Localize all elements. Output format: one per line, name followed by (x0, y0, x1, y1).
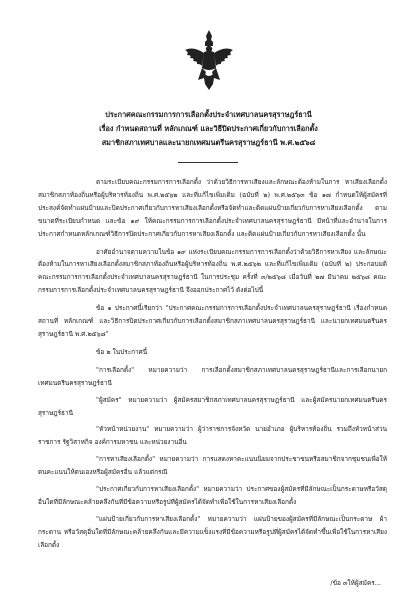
clause-2: ข้อ ๒ ในประกาศนี้ (96, 347, 148, 356)
next-page-marker: /ข้อ ๓ให้ผู้สมัคร... (330, 579, 381, 587)
definition-agency-head: "หัวหน้าหน่วยงาน" หมายความว่า ผู้ว่าราชการจังหวัด นายอำเภอ ผู้บริหารท้องถิ่น รวมถึงหัวหน้าส่วนราชการ รัฐวิสาหกิจ องค์การมหาชน และหน่วยงานอื่น (38, 425, 387, 447)
title-line-1: ประกาศคณะกรรมการการเลือกตั้งประจำเทศบาลนครสุราษฎร์ธานี (105, 110, 312, 119)
definition-campaign-sign: "แผ่นป้ายเกี่ยวกับการหาเสียงเลือกตั้ง" หมายความว่า แผ่นป้ายของผู้สมัครที่มีลักษณะเป็นกระดาษ ผ้า กระดาน หรือวัสดุอื่นใดที่มีลักษณะคล้ายคลึงกันและมีความแข็งแรงที่มีข้อความหรือรูปที่ผู้สมัครได้จัดทำขึ้นเพื่อใช้ในการหาเสียงเลือกตั้ง (38, 514, 387, 549)
title-line-2: เรื่อง กำหนดสถานที่ หลักเกณฑ์ และวิธีปิดประกาศเกี่ยวกับการเลือกตั้ง (99, 124, 318, 133)
title-line-3: สมาชิกสภาเทศบาลและนายกเทศมนตรีนครสุราษฎร์ธานี พ.ศ.๒๕๖๘ (101, 138, 316, 147)
document-title (40, 108, 377, 150)
paragraph-preamble: ตามระเบียบคณะกรรมการการเลือกตั้ง ว่าด้วยวิธีการหาเสียงและลักษณะต้องห้ามในการ หาเสียงเลือกตั้งสมาชิกสภาท้องถิ่นหรือผู้บริหารท้องถิ่น พ.ศ.๒๕๖๒ และที่แก้ไขเพิ่มเติม (ฉบับที่ ๒) พ.ศ.๒๕๖๓ ข้อ ๑๗ กำหนดให้ผู้สมัครที่ประสงค์จัดทำแผ่นป้ายและปิดประกาศเกี่ยวกับการหาเสียงเลือกตั้งหรือจัดทำและติดแผ่นป้ายเกี่ยวกับการหาเสียงเลือกตั้ง ตามขนาดที่ระเบียบกำหนด และข้อ ๑๙ ให้คณะกรรมการการเลือกตั้งประจำเทศบาลนครสุราษฎร์ธานี มีหน้าที่และอำนาจในการประกาศกำหนดหลักเกณฑ์วิธีการปิดประกาศเกี่ยวกับการหาเสียงเลือกตั้ง และติดแผ่นป้ายเกี่ยวกับการหาเสียงเลือกตั้ง นั้น (38, 178, 387, 238)
definition-candidate: "ผู้สมัคร" หมายความว่า ผู้สมัครสมาชิกสภาเทศบาลนครสุราษฎร์ธานี และผู้สมัครนายกเทศมนตรีนครสุราษฎร์ธานี (38, 395, 387, 417)
title-divider (178, 162, 238, 163)
garuda-emblem-icon (183, 28, 235, 94)
document-body (38, 176, 387, 556)
paragraph-authority: อาศัยอำนาจตามความในข้อ ๑๙ แห่งระเบียบคณะกรรมการการเลือกตั้งว่าด้วยวิธีการหาเสียง และลักษณะต้องห้ามในการหาเสียงเลือกตั้งสมาชิกสภาท้องถิ่นหรือผู้บริหารท้องถิ่น พ.ศ.๒๕๖๒ และที่แก้ไขเพิ่มเติม (ฉบับที่ ๒) ประกอบมติคณะกรรมการการเลือกตั้งประจำเทศบาลนครสุราษฎร์ธานี ในการประชุม ครั้งที่ ๓/๒๕๖๘ เมื่อวันที่ ๒๗ มีนาคม ๒๕๖๘ คณะกรรมการการเลือกตั้งประจำเทศบาลนครสุราษฎร์ธานี จึงออกประกาศไว้ ดังต่อไปนี้ (38, 247, 387, 295)
definition-election: "การเลือกตั้ง" หมายความว่า การเลือกตั้งสมาชิกสภาเทศบาลนครสุราษฎร์ธานีและการเลือกนายกเทศมนตรีนครสุราษฎร์ธานี (38, 365, 387, 387)
definition-campaigning: "การหาเสียงเลือกตั้ง" หมายความว่า การแสดงหาคะแนนนิยมจากประชาชนหรือสมาชิกจากชุมชนเพื่อให้ตนคะแนนให้ตนเองหรือผู้สมัครอื่น แล้วแต่กรณี (38, 455, 387, 477)
clause-1: ข้อ ๑ ประกาศนี้เรียกว่า "ประกาศคณะกรรมการการเลือกตั้งประจำเทศบาลนครสุราษฎร์ธานี เรื่องกำหนดสถานที่ หลักเกณฑ์ และวิธีการปิดประกาศเกี่ยวกับการเลือกตั้งสมาชิกสภาเทศบาลนครสุราษฎร์ธานี และนายกเทศมนตรีนครสุราษฎร์ธานี พ.ศ.๒๕๖๘" (38, 304, 387, 338)
definition-campaign-notice: "ประกาศเกี่ยวกับการหาเสียงเลือกตั้ง" หมายความว่า ประกาศของผู้สมัครที่มีลักษณะเป็นกระดาษหรือวัสดุอื่นใดที่มีลักษณะคล้ายคลึงกันที่มีข้อความหรือรูปที่ผู้สมัครได้จัดทำเพื่อใช้ในการหาเสียงเลือกตั้ง (38, 485, 387, 506)
